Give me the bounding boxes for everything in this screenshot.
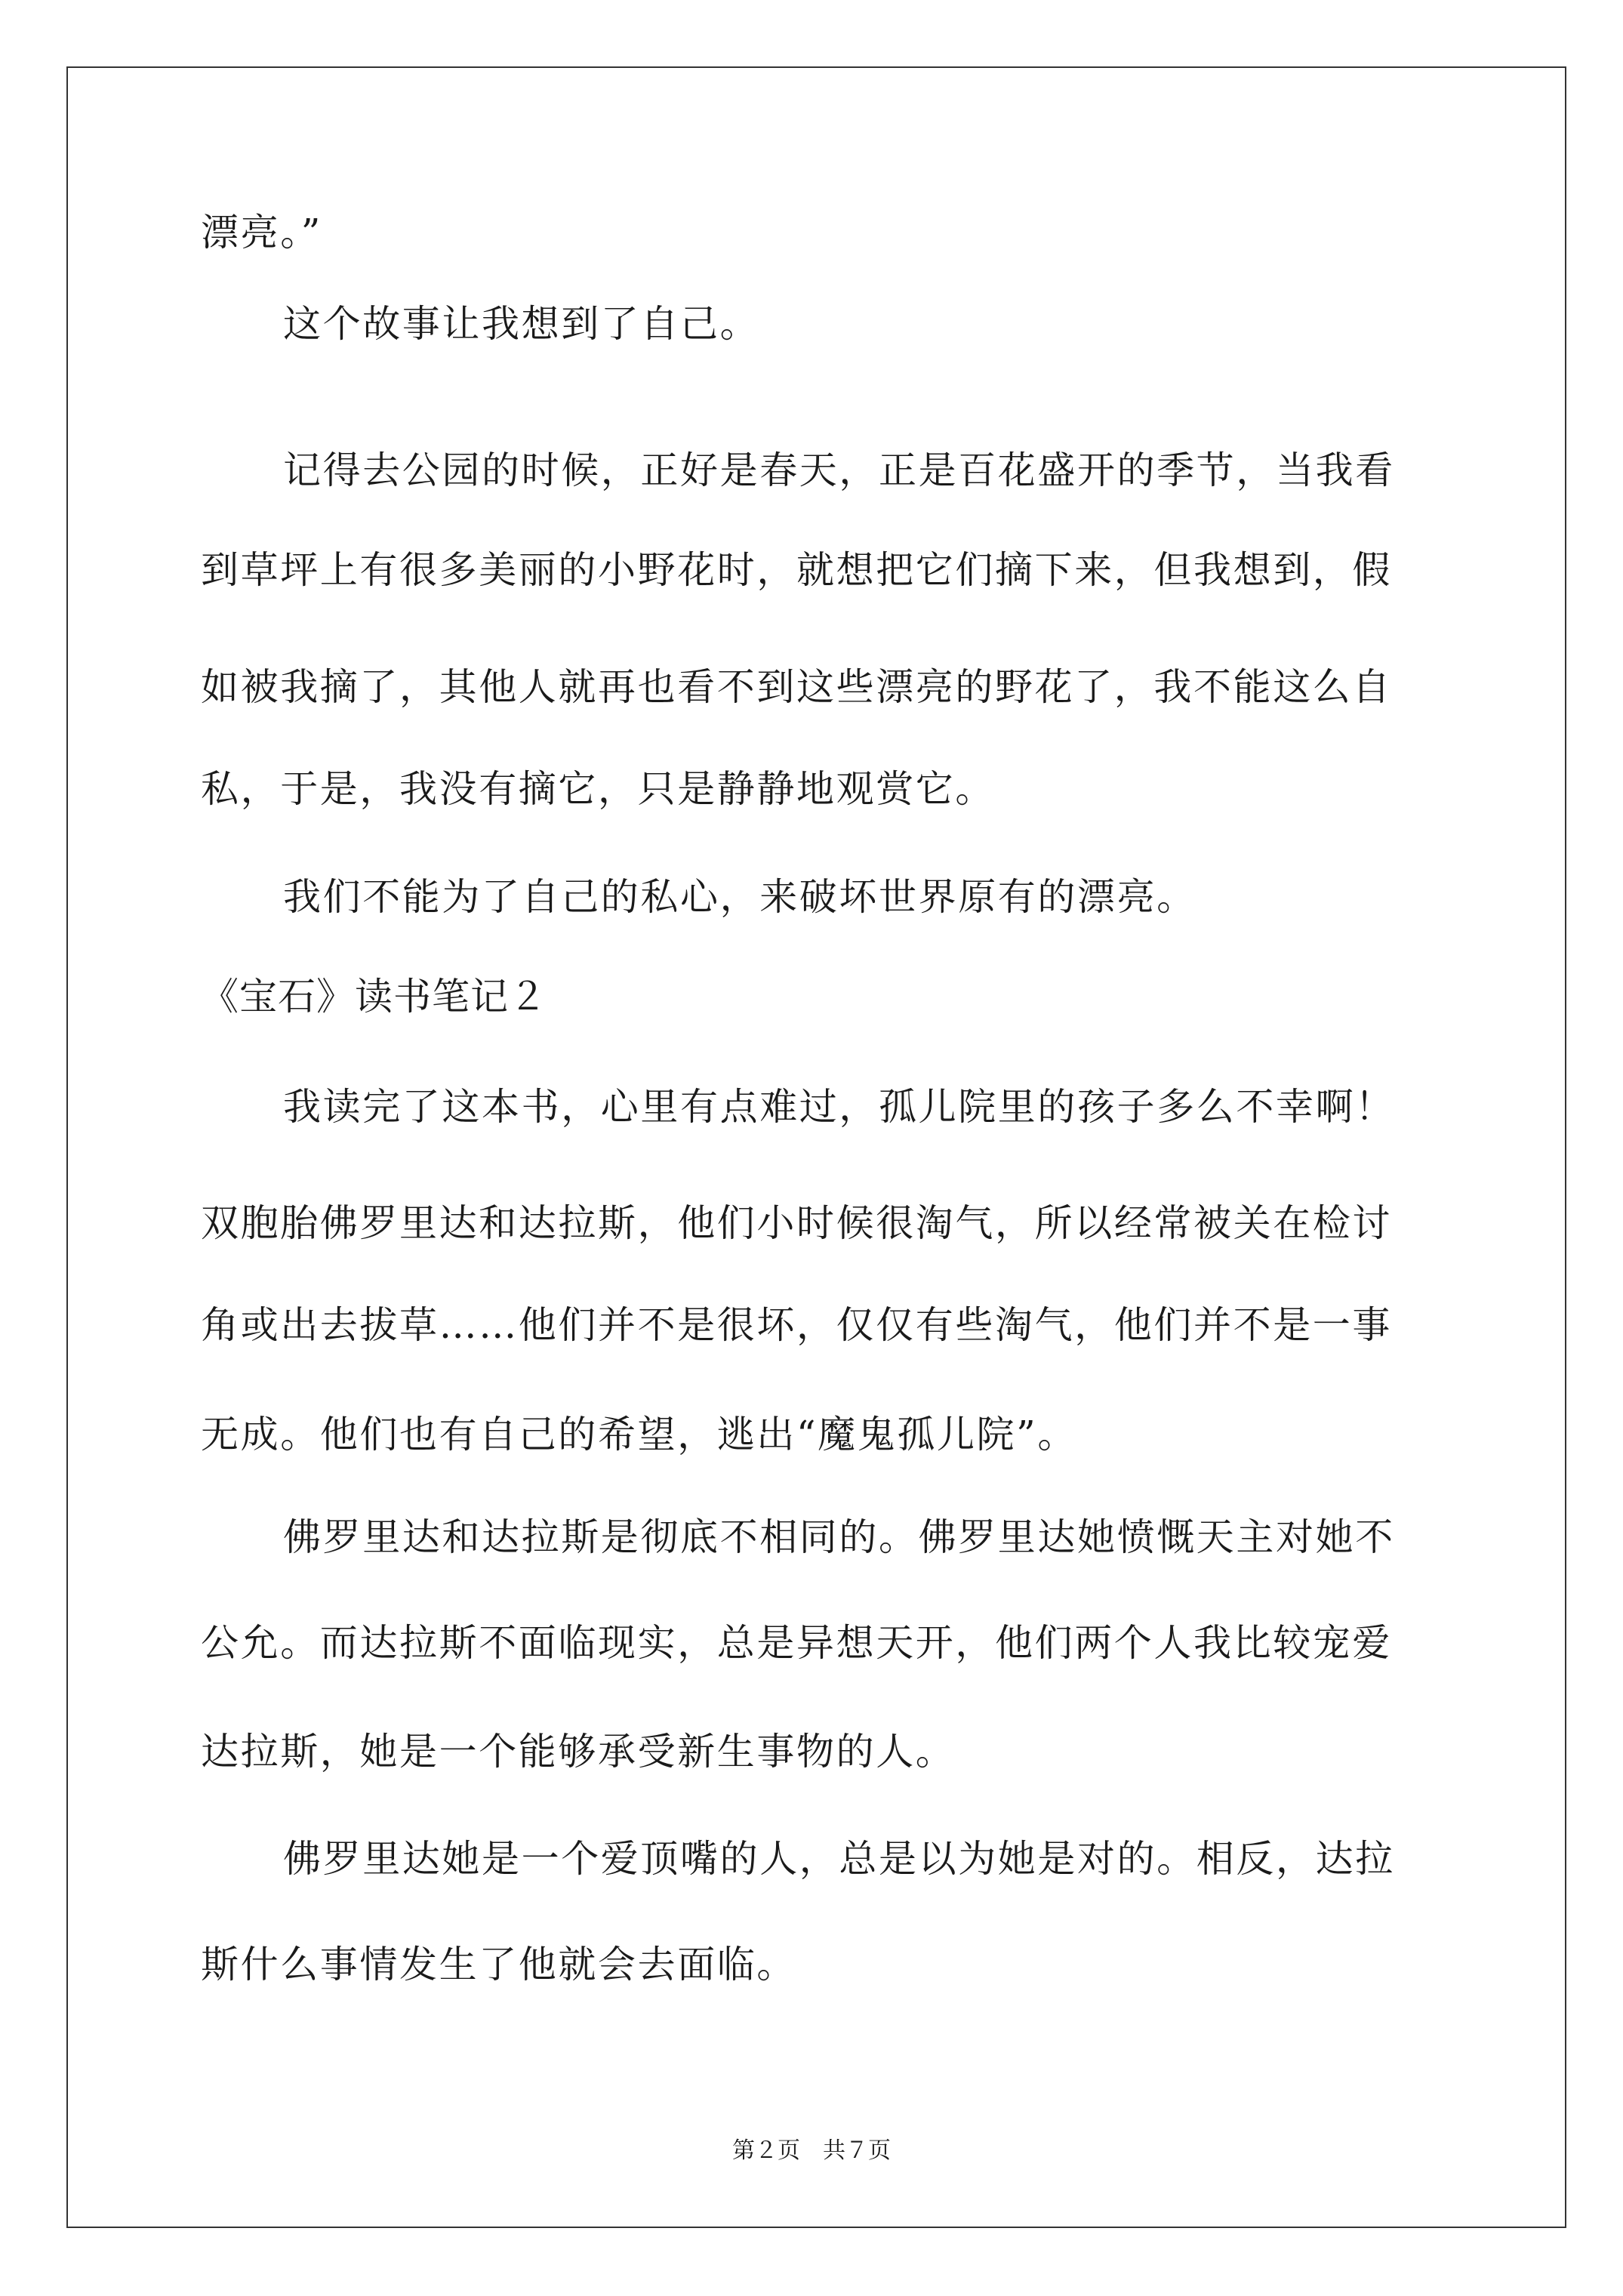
section-heading: 《宝石》读书笔记２ <box>201 975 547 1019</box>
paragraph-line: 到草坪上有很多美丽的小野花时，就想把它们摘下来，但我想到，假 <box>201 548 1392 592</box>
paragraph-line: 如被我摘了，其他人就再也看不到这些漂亮的野花了，我不能这么自 <box>201 665 1392 709</box>
page-frame <box>66 66 1566 2228</box>
paragraph-line: 达拉斯，她是一个能够承受新生事物的人。 <box>201 1730 956 1774</box>
paragraph-line: 双胞胎佛罗里达和达拉斯，他们小时候很淘气，所以经常被关在检讨 <box>201 1201 1392 1245</box>
page-footer <box>0 2136 1623 2166</box>
paragraph-line: 佛罗里达她是一个爱顶嘴的人，总是以为她是对的。相反，达拉 <box>283 1837 1395 1881</box>
paragraph-line: 我们不能为了自己的私心，来破坏世界原有的漂亮。 <box>283 875 1196 919</box>
paragraph-line: 斯什么事情发生了他就会去面临。 <box>201 1943 796 1986</box>
paragraph-line: 漂亮。” <box>201 211 322 254</box>
paragraph-line: 记得去公园的时候，正好是春天，正是百花盛开的季节，当我看 <box>283 448 1395 492</box>
paragraph-line: 佛罗里达和达拉斯是彻底不相同的。佛罗里达她愤慨天主对她不 <box>283 1515 1395 1559</box>
paragraph-line: 公允。而达拉斯不面临现实，总是异想天开，他们两个人我比较宠爱 <box>201 1621 1392 1665</box>
paragraph-line: 角或出去拔草……他们并不是很坏，仅仅有些淘气，他们并不是一事 <box>201 1303 1392 1347</box>
paragraph-line: 这个故事让我想到了自己。 <box>283 302 760 346</box>
paragraph-line: 我读完了这本书，心里有点难过，孤儿院里的孩子多么不幸啊！ <box>283 1085 1395 1129</box>
paragraph-line: 私，于是，我没有摘它，只是静静地观赏它。 <box>201 767 995 811</box>
paragraph-line: 无成。他们也有自己的希望，逃出“魔鬼孤儿院”。 <box>201 1413 1077 1456</box>
page-number-label: 第２页 共７页 <box>732 2137 891 2164</box>
